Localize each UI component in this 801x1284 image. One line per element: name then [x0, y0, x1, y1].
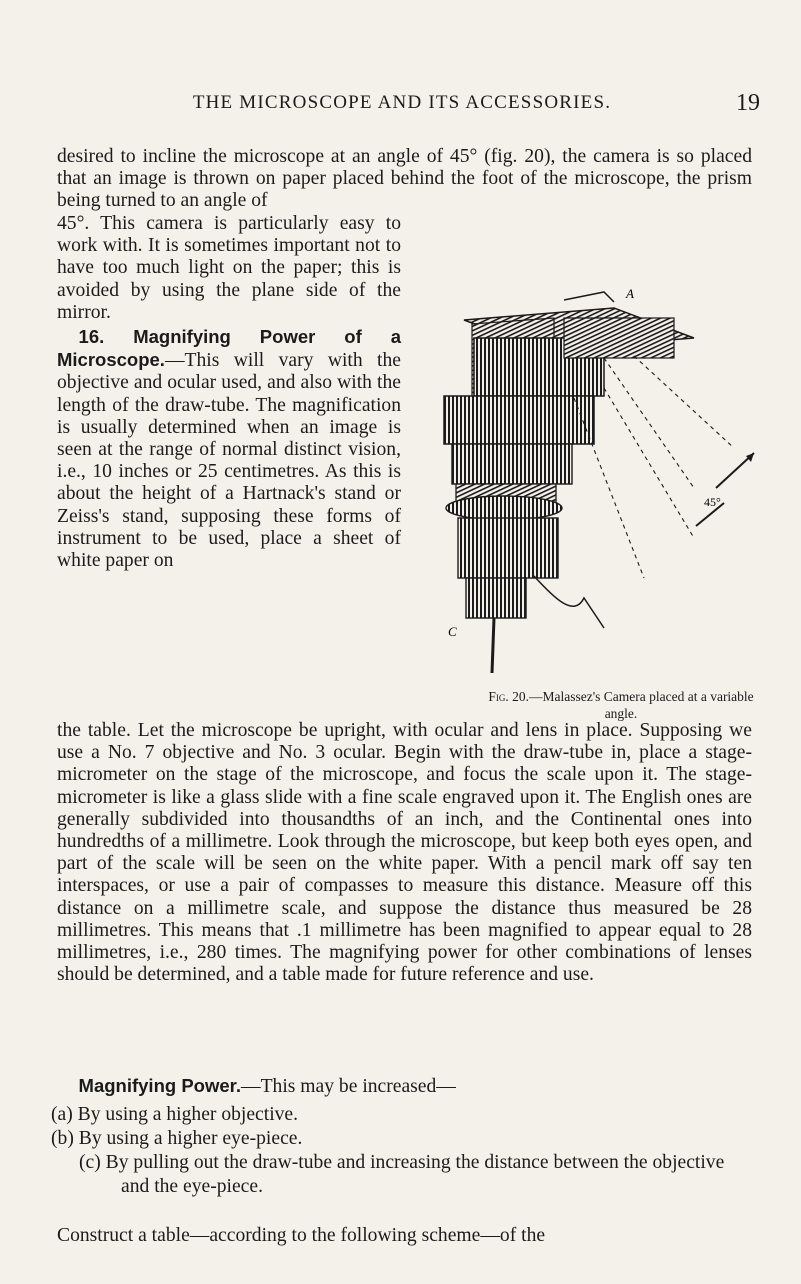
caption-label: Fig. 20.	[488, 689, 529, 704]
mp-text: —This may be increased—	[240, 1076, 456, 1097]
wrapped-column	[57, 213, 401, 572]
construct-paragraph	[57, 1205, 752, 1266]
figure-camera-microscope	[404, 278, 764, 678]
procedure-paragraph	[57, 720, 752, 986]
figure-caption	[486, 688, 756, 722]
increase-list	[51, 1103, 752, 1199]
magnifying-text: —This will vary with the objective and ocular used, and also with the length of the draw-tube. The magnification is usually determined when an image is seen at the range of normal distinct vision, i.e., 10 inches or 25 centimetres. As this is about the height of a Hartnack's stand or Zeiss's stand, supposing these forms of instrument to be used, place a sheet of white paper on	[57, 350, 401, 572]
label-a: A	[626, 286, 634, 301]
draw-tube	[444, 396, 604, 673]
section-heading: 16. Magnifying Power of a Microscope.	[57, 326, 401, 371]
construct-text: Construct a table—according to the following scheme—of the	[57, 1224, 546, 1246]
list-item: (a) By using a higher objective.	[51, 1104, 299, 1125]
caption-text: —Malassez's Camera placed at a variable angle.	[528, 689, 754, 721]
magnifying-paragraph	[57, 326, 401, 572]
list-item: (c) By pulling out the draw-tube and increasing the distance between the objective and the eye-piece.	[79, 1152, 725, 1197]
intro-paragraph	[57, 146, 752, 213]
label-c: C	[448, 624, 457, 639]
label-angle: 45°	[704, 495, 721, 509]
camera-paragraph: 45°. This camera is particularly easy to work with. It is sometimes important not to have too much light on the paper; this is avoided by using the plane side of the mirror.	[57, 213, 401, 323]
prism-assembly	[464, 292, 694, 398]
running-title: THE MICROSCOPE AND ITS ACCESSORIES.	[192, 92, 612, 113]
list-item: (b) By using a higher eye-piece.	[51, 1128, 303, 1149]
running-head	[52, 88, 760, 128]
intro-text: desired to incline the microscope at an angle of 45° (fig. 20), the camera is so placed that an image is thrown on paper placed behind the foot of the microscope, the prism being turned to an angle of	[57, 146, 752, 212]
procedure-text: the table. Let the microscope be upright, with ocular and lens in place. Supposing we use a No. 7 objective and No. 3 ocular. Begin with the draw-tube in, place a stage-micrometer on the stage of the microscope, and focus the scale upon it. The stage-micrometer is like a glass slide with a fine scale engraved upon it. The English ones are generally subdivided into thousandths of an inch, and the Continental ones into hundredths of a millimetre. Look through the microscope, but keep both eyes open, and part of the scale will be seen on the white paper. With a pencil mark off say ten interspaces, or use a pair of compasses to measure this distance. Measure off this distance on a millimetre scale, and suppose the distance thus measured be 28 millimetres. This means that .1 millimetre has been magnified to appear equal to 28 millimetres, i.e., 280 times. The magnifying power for other combinations of lenses should be determined, and a table made for future reference and use.	[57, 720, 752, 986]
page-number: 19	[736, 90, 760, 116]
magnifying-power-paragraph	[57, 1075, 752, 1098]
microscope-camera-illustration	[404, 278, 764, 678]
mp-heading: Magnifying Power.	[78, 1075, 241, 1096]
